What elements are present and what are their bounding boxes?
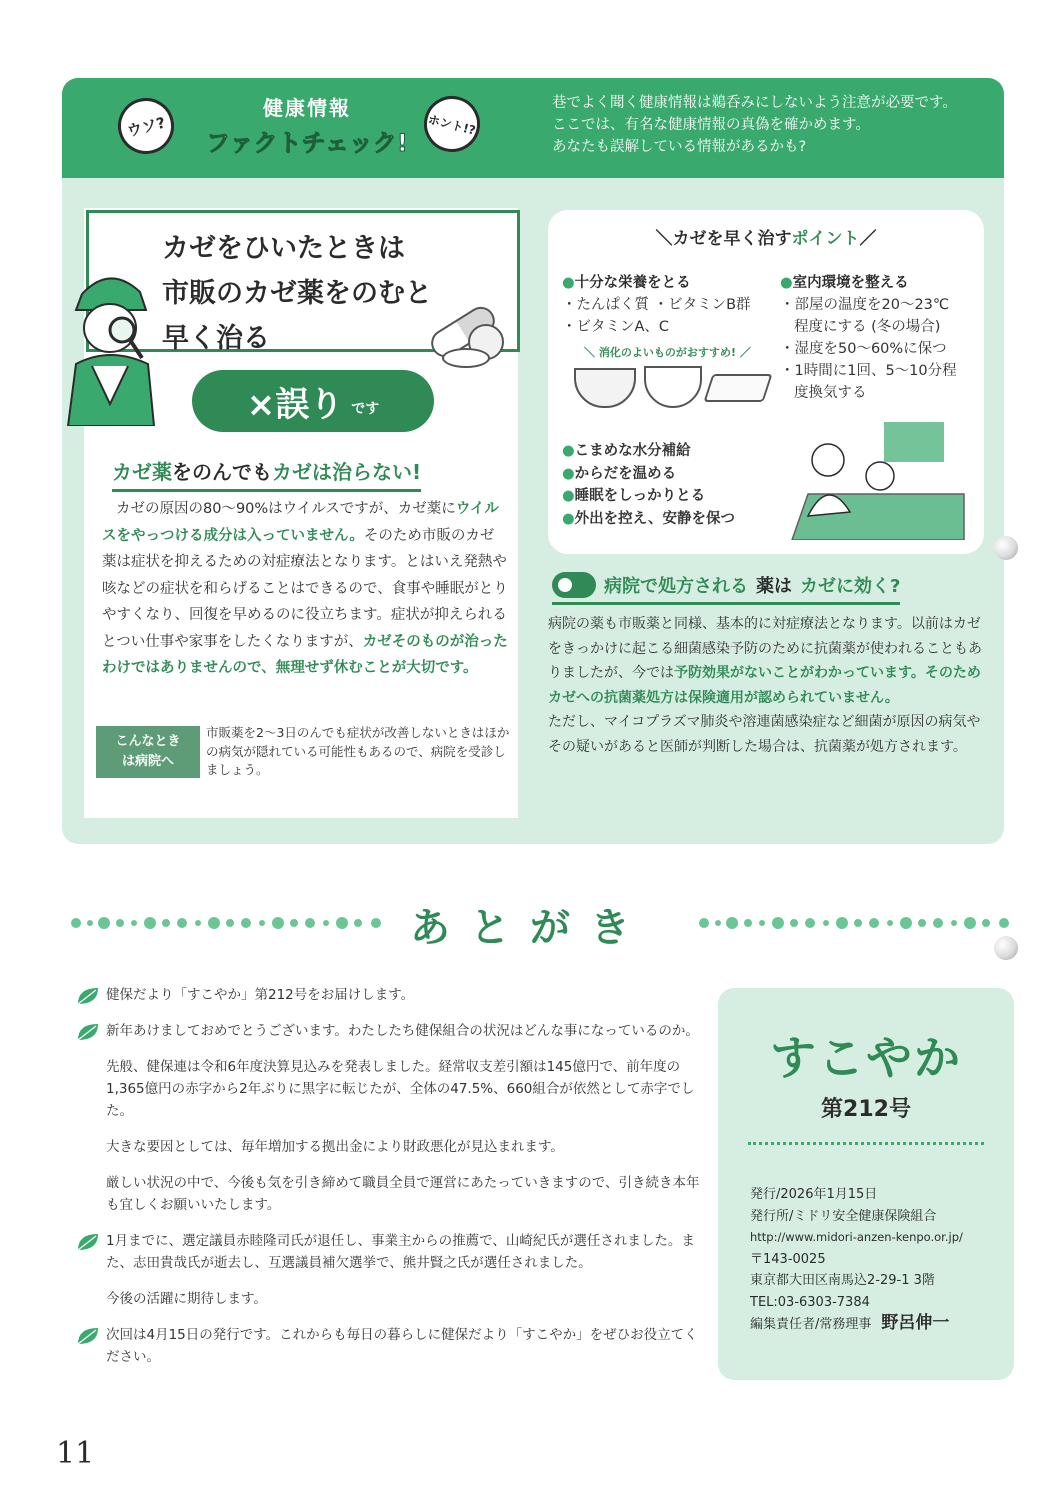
pub-date: 発行/2026年1月15日 <box>750 1187 878 1202</box>
note-deco: ／ <box>735 346 751 359</box>
leaf-icon <box>76 1232 100 1252</box>
other-tips-list <box>562 440 792 530</box>
afterword-paragraph <box>76 1136 700 1158</box>
verdict-badge <box>192 370 434 432</box>
bullet-icon: ● <box>780 275 793 291</box>
website-link[interactable]: http://www.midori-anzen-kenpo.or.jp/ <box>750 1230 963 1244</box>
question-heading-part: 薬は <box>756 576 792 597</box>
dot-border-left <box>70 908 390 938</box>
header-title-line2: ファクトチェック! <box>206 129 408 157</box>
subheading-part: カゼは治らない! <box>272 460 422 484</box>
note-deco: ＼ <box>584 346 599 359</box>
question-heading-part: 病院で処方される <box>604 576 748 597</box>
address: 東京都大田区南馬込2-29-1 3階 <box>750 1273 935 1288</box>
fact-check-panel <box>62 78 1004 844</box>
nutrition-heading-text: 十分な栄養をとる <box>574 275 691 291</box>
body-text: カゼの原因の80〜90%はウイルスですが、カゼ薬に <box>116 501 456 517</box>
header-title-line1: 健康情報 <box>263 96 351 120</box>
tablet-side-icon <box>442 348 490 368</box>
bullet-icon: ● <box>562 275 575 291</box>
header-intro <box>542 78 1004 178</box>
nutrition-item: ・たんぱく質 ・ビタミンB群 <box>562 297 751 313</box>
afterword-paragraph <box>76 984 700 1006</box>
binder-ring-icon <box>994 536 1018 560</box>
easy-note-text: 消化のよいものがおすすめ! <box>598 346 736 359</box>
hospital-text: 市販薬を2〜3日のんでも症状が改善しないときはほかの病気が隠れている可能性もあるので、病院を受診しましょう。 <box>206 725 510 777</box>
key-icon <box>552 572 596 598</box>
points-title-deco: ／ <box>859 229 877 249</box>
afterword-text: 厳しい状況の中で、今後も気を引き締めて職員全員で運営にあたっていきますので、引き続き本年も宜しくお願いいたします。 <box>106 1175 700 1213</box>
rice-porridge-icon <box>644 366 702 408</box>
claim-body <box>102 496 508 682</box>
question-heading <box>552 572 900 605</box>
bullet-icon: ● <box>562 488 575 504</box>
hospital-label-line: は病院へ <box>121 754 174 769</box>
editor-name: 野呂伸一 <box>881 1313 950 1333</box>
afterword-title: あとがき <box>410 905 650 951</box>
room-heading <box>780 272 980 294</box>
question-body <box>548 612 988 759</box>
nutrition-list <box>562 272 782 338</box>
badge-honto-label: ホント!? <box>426 111 478 138</box>
room-item: ・1時間に1回、5〜10分程 <box>780 363 957 379</box>
leaf-icon <box>76 986 100 1006</box>
question-heading-part: カゼに効く? <box>800 576 901 597</box>
easy-digest-note <box>584 344 751 360</box>
verdict-suffix: です <box>351 401 380 417</box>
tip-text: こまめな水分補給 <box>574 443 691 459</box>
afterword-paragraph <box>76 1020 700 1042</box>
tip-text: からだを温める <box>574 465 677 482</box>
soup-bowl-icon <box>574 368 636 408</box>
afterword-paragraph <box>76 1288 700 1310</box>
claim-subheading <box>112 456 421 492</box>
nutrition-heading <box>562 272 782 294</box>
points-title-deco: ＼ <box>655 229 673 249</box>
afterword-text: 1月までに、選定議員赤睦隆司氏が退任し、事業主からの推薦で、山崎紀氏が選任されました。また、志田貴哉氏が逝去し、互選議員補欠選挙で、熊井賢之氏が選任されました。 <box>106 1233 695 1271</box>
bullet-icon: ● <box>562 465 575 482</box>
editor-line <box>750 1313 1010 1336</box>
verdict-mark: ×誤り <box>246 384 344 425</box>
question-highlight: 予防効果がないことがわかっています。そのためカゼへの抗菌薬処方は保険適用が認められていません。 <box>548 665 981 706</box>
page-number: 11 <box>56 1436 95 1471</box>
afterword-text: 次回は4月15日の発行です。これからも毎日の暮らしに健保だより「すこやか」をぜひお役立てください。 <box>106 1327 698 1365</box>
hospital-label <box>96 726 200 778</box>
header-title-area <box>62 78 542 178</box>
binder-ring-icon <box>994 936 1018 960</box>
magazine-info-box <box>718 988 1014 1380</box>
detective-illustration <box>62 254 158 426</box>
publication-info <box>750 1184 1010 1336</box>
tip-item <box>562 440 792 463</box>
body-text: そのため市販のカゼ薬は症状を抑えるための対症療法となります。とはいえ発熱や咳などの症状を和らげることはできるので、食事や睡眠がとりやすくなり、回復を早めるのに役立ちます。症状が抑えられるとつい仕事や家事をしたくなりますが、 <box>102 527 508 650</box>
room-list <box>780 272 980 404</box>
room-item: 度換気する <box>794 385 867 401</box>
badge-uso <box>112 92 180 160</box>
postal-code: 〒143-0025 <box>750 1251 826 1267</box>
dotted-divider <box>748 1142 984 1145</box>
publisher: 発行所/ミドリ安全健康保険組合 <box>750 1208 937 1224</box>
question-text: ただし、マイコプラズマ肺炎や溶連菌感染症など細菌が原因の病気やその疑いがあると医師が判断した場合は、抗菌薬が処方されます。 <box>548 714 981 755</box>
phone: TEL:03-6303-7384 <box>750 1294 870 1310</box>
claim-statement <box>162 226 432 361</box>
afterword-paragraph <box>76 1230 700 1274</box>
afterword-text: 大きな要因としては、毎年増加する拠出金により財政悪化が見込まれます。 <box>106 1139 564 1155</box>
claim-line: カゼをひいたときは <box>162 233 405 264</box>
badge-uso-label: ウソ? <box>125 113 168 140</box>
afterword-text: 新年あけましておめでとうございます。わたしたち健保組合の状況はどんな事になっているのか。 <box>106 1023 699 1039</box>
afterword-paragraph <box>76 1324 700 1368</box>
room-item: ・湿度を50〜60%に保つ <box>780 341 947 357</box>
panel-header <box>62 78 1004 178</box>
intro-line: あなたも誤解している情報があるかも? <box>552 139 807 155</box>
body-highlight: カゼそのものが治ったわけではありませんので、無理せず休むことが大切です。 <box>102 633 508 676</box>
points-card <box>548 210 984 554</box>
subheading-part: カゼ薬 <box>112 460 172 484</box>
header-title <box>192 92 422 158</box>
sickbed-illustration <box>788 420 968 540</box>
afterword-text: 今後の活躍に期待します。 <box>106 1291 267 1307</box>
room-item: 程度にする (冬の場合) <box>794 319 941 335</box>
afterword-paragraph <box>76 1172 700 1216</box>
points-title-part: ポイント <box>791 229 860 249</box>
room-item: ・部屋の温度を20〜23℃ <box>780 297 950 313</box>
body-highlight: ウイルスをやっつける成分は入っていません。 <box>102 501 499 544</box>
afterword-text: 健保だより「すこやか」第212号をお届けします。 <box>106 987 415 1003</box>
claim-line: 市販のカゼ薬をのむと <box>162 278 432 309</box>
question-text: 病院の薬も市販薬と同様、基本的に対症療法となります。以前はカゼをきっかけに起こる細菌感染予防のために抗菌薬が使われることもありましたが、今では <box>548 616 982 681</box>
afterword-body <box>76 984 700 1382</box>
tip-text: 睡眠をしっかりとる <box>574 488 706 504</box>
tofu-icon <box>703 374 772 402</box>
editor-role: 編集責任者/常務理事 <box>750 1317 872 1332</box>
claim-line: 早く治る <box>162 323 270 354</box>
tip-item <box>562 508 792 531</box>
tip-item <box>562 485 792 508</box>
subheading-part: をのんでも <box>172 460 272 484</box>
tip-item <box>562 463 792 486</box>
dot-border-right <box>698 908 1016 938</box>
room-heading-text: 室内環境を整える <box>792 275 909 291</box>
points-title <box>548 224 984 249</box>
tip-text: 外出を控え、安静を保つ <box>574 510 736 527</box>
afterword-text: 先般、健保連は令和6年度決算見込みを発表しました。経常収支差引額は145億円で、前年度の1,365億円の赤字から2年ぶりに黒字に転じたが、全体の47.5%、660組合が依然として赤字でした。 <box>106 1059 695 1119</box>
intro-line: ここでは、有名な健康情報の真偽を確かめます。 <box>552 117 870 133</box>
hospital-label-line: こんなとき <box>115 734 181 749</box>
leaf-icon <box>76 1326 100 1346</box>
nutrition-item: ・ビタミンA、C <box>562 319 670 335</box>
bullet-icon: ● <box>562 510 575 527</box>
leaf-icon <box>76 1022 100 1042</box>
intro-line: 巷でよく聞く健康情報は鵜呑みにしないよう注意が必要です。 <box>552 95 957 111</box>
magazine-issue: 第212号 <box>821 1097 911 1122</box>
badge-honto <box>418 90 486 158</box>
afterword-paragraph <box>76 1056 700 1122</box>
bullet-icon: ● <box>562 443 575 459</box>
magazine-title: すこやか <box>770 1031 962 1085</box>
points-title-part: カゼを早く治す <box>672 229 792 249</box>
